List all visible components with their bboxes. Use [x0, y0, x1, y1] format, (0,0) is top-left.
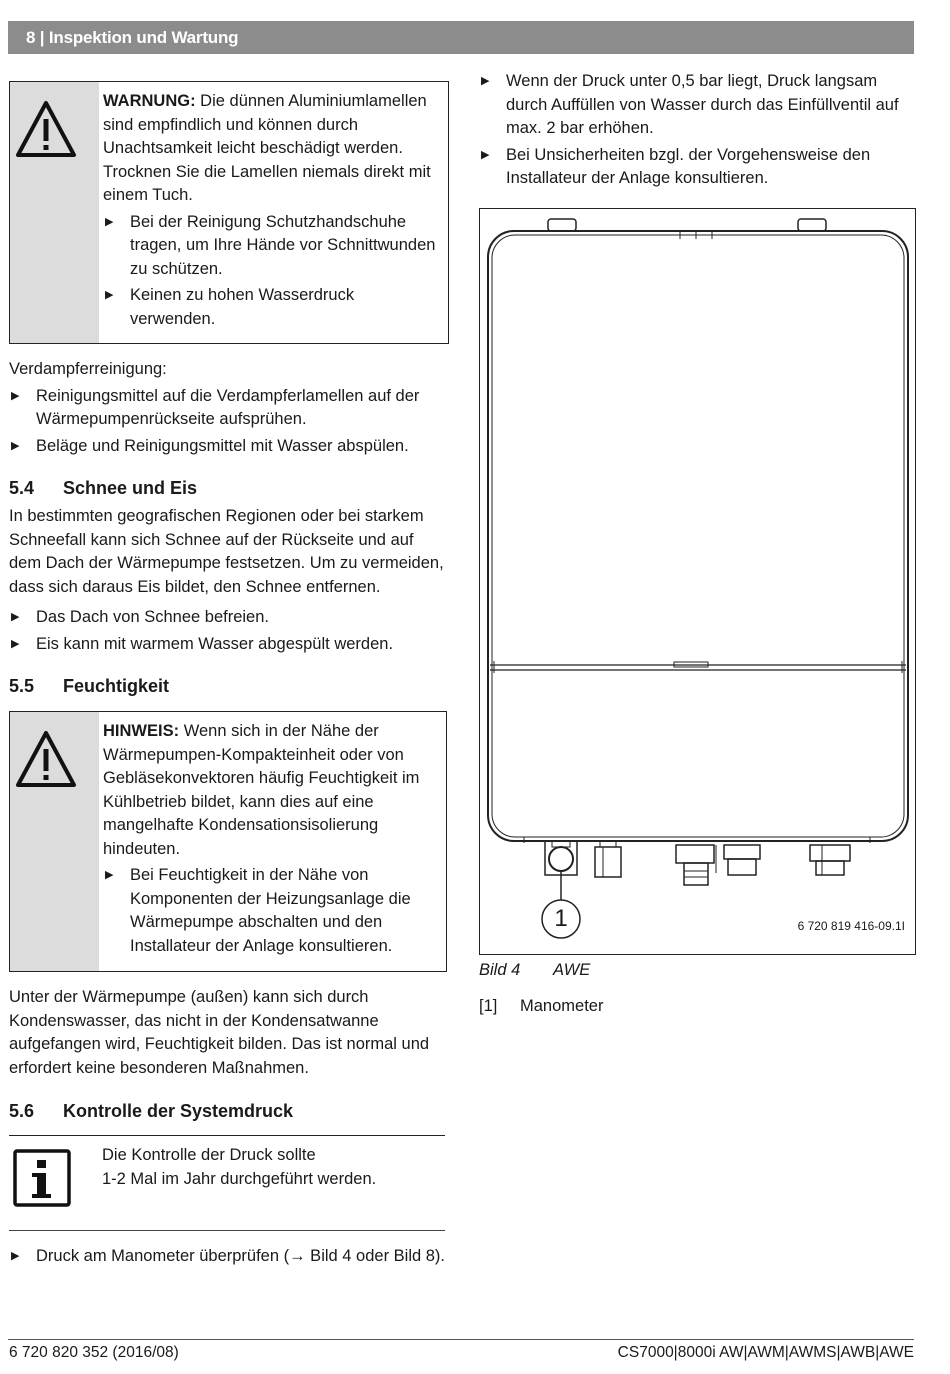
info-box — [9, 1135, 445, 1231]
warning-icon — [15, 100, 77, 158]
evaporator-bullet: ▶ Beläge und Reinigungsmittel mit Wasser abspülen. — [9, 435, 446, 459]
caption-title: AWE — [553, 961, 591, 979]
info-text-line1: Die Kontrolle der Druck sollte — [102, 1146, 316, 1164]
section-5-4-bullet: ▶ Das Dach von Schnee befreien. — [9, 606, 446, 630]
warning-sidebar — [10, 82, 99, 343]
section-5-5-text: Unter der Wärmepumpe (außen) kann sich durch Kondenswasser, das nicht in der Kondensatwanne aufgefangen wird, Feuchtigkeit bilden. Das ist normal und erfordert keine besonderen Maßnahmen. — [9, 988, 430, 1077]
figure-legend — [479, 995, 603, 1019]
notice-box — [9, 711, 447, 972]
footer-right: CS7000|8000i AW|AWM|AWMS|AWB|AWE — [617, 1344, 914, 1361]
info-icon — [13, 1149, 71, 1207]
warning-box — [9, 81, 449, 344]
section-5-4-bullet: ▶ Eis kann mit warmem Wasser abgespült werden. — [9, 633, 446, 657]
right-bullet: ▶ Bei Unsicherheiten bzgl. der Vorgehensweise den Installateur der Anlage konsultieren. — [479, 144, 915, 191]
warning-bullet: ▶ Bei der Reinigung Schutzhandschuhe tragen, um Ihre Hände vor Schnittwunden zu schützen. — [103, 211, 438, 282]
evaporator-title: Verdampferreinigung: — [9, 360, 167, 378]
notice-bullet: ▶ Bei Feuchtigkeit in der Nähe von Komponenten der Heizungsanlage die Wärmepumpe abschalten und den Installateur der Anlage konsultieren. — [103, 864, 436, 958]
warning-bullet: ▶ Keinen zu hohen Wasserdruck verwenden. — [103, 284, 438, 331]
notice-sidebar — [10, 712, 99, 971]
figure-awe — [479, 208, 916, 955]
section-heading-5-6: 5.6 Kontrolle der Systemdruck — [9, 1101, 294, 1121]
notice-label: HINWEIS: — [103, 722, 180, 740]
figure-caption — [479, 959, 590, 983]
page-header: 8 | Inspektion und Wartung — [8, 21, 914, 54]
footer-rule — [8, 1339, 914, 1340]
section-5-4-text: In bestimmten geografischen Regionen oder bei starkem Schneefall kann sich Schnee auf der Rückseite und auf dem Dach der Wärmepumpe festsetzen. Um zu vermeiden, dass sich daraus Eis bildet, den Schnee entfernen. — [9, 507, 444, 596]
warning-text: Die dünnen Aluminiumlamellen sind empfindlich und können durch Unachtsamkeit leicht beschädigt werden. Trocknen Sie die Lamellen niemals direkt mit einem Tuch. — [103, 92, 431, 204]
section-heading-5-5: 5.5 Feuchtigkeit — [9, 676, 170, 696]
right-bullet: ▶ Wenn der Druck unter 0,5 bar liegt, Druck langsam durch Auffüllen von Wasser durch das Einfüllventil auf max. 2 bar erhöhen. — [479, 70, 915, 141]
caption-number: Bild 4 — [479, 961, 521, 979]
figure-code: 6 720 819 416-09.1I — [797, 919, 905, 933]
evaporator-bullet: ▶ Reinigungsmittel auf die Verdampferlamellen auf der Wärmepumpenrückseite aufsprühen. — [9, 385, 446, 432]
legend-number: [1] — [479, 997, 498, 1015]
section-5-6-bullet: ▶ Druck am Manometer überprüfen (→ Bild 4 oder Bild 8). — [9, 1245, 446, 1269]
warning-icon — [15, 730, 77, 788]
info-text-line2: 1-2 Mal im Jahr durchgeführt werden. — [102, 1169, 377, 1188]
notice-text: Wenn sich in der Nähe der Wärmepumpen-Kompakteinheit oder von Gebläsekonvektoren häufig Feuchtigkeit im Kühlbetrieb bildet, kann dies auf eine mangelhafte Kondensationsisolierung hindeuten. — [103, 722, 420, 858]
footer-left: 6 720 820 352 (2016/08) — [9, 1344, 179, 1361]
heat-pump-drawing — [480, 209, 915, 954]
warning-label: WARNUNG: — [103, 92, 196, 110]
legend-text: Manometer — [520, 997, 604, 1015]
figure-callout-1: 1 — [554, 905, 568, 932]
section-heading-5-4: 5.4 Schnee und Eis — [9, 478, 198, 498]
